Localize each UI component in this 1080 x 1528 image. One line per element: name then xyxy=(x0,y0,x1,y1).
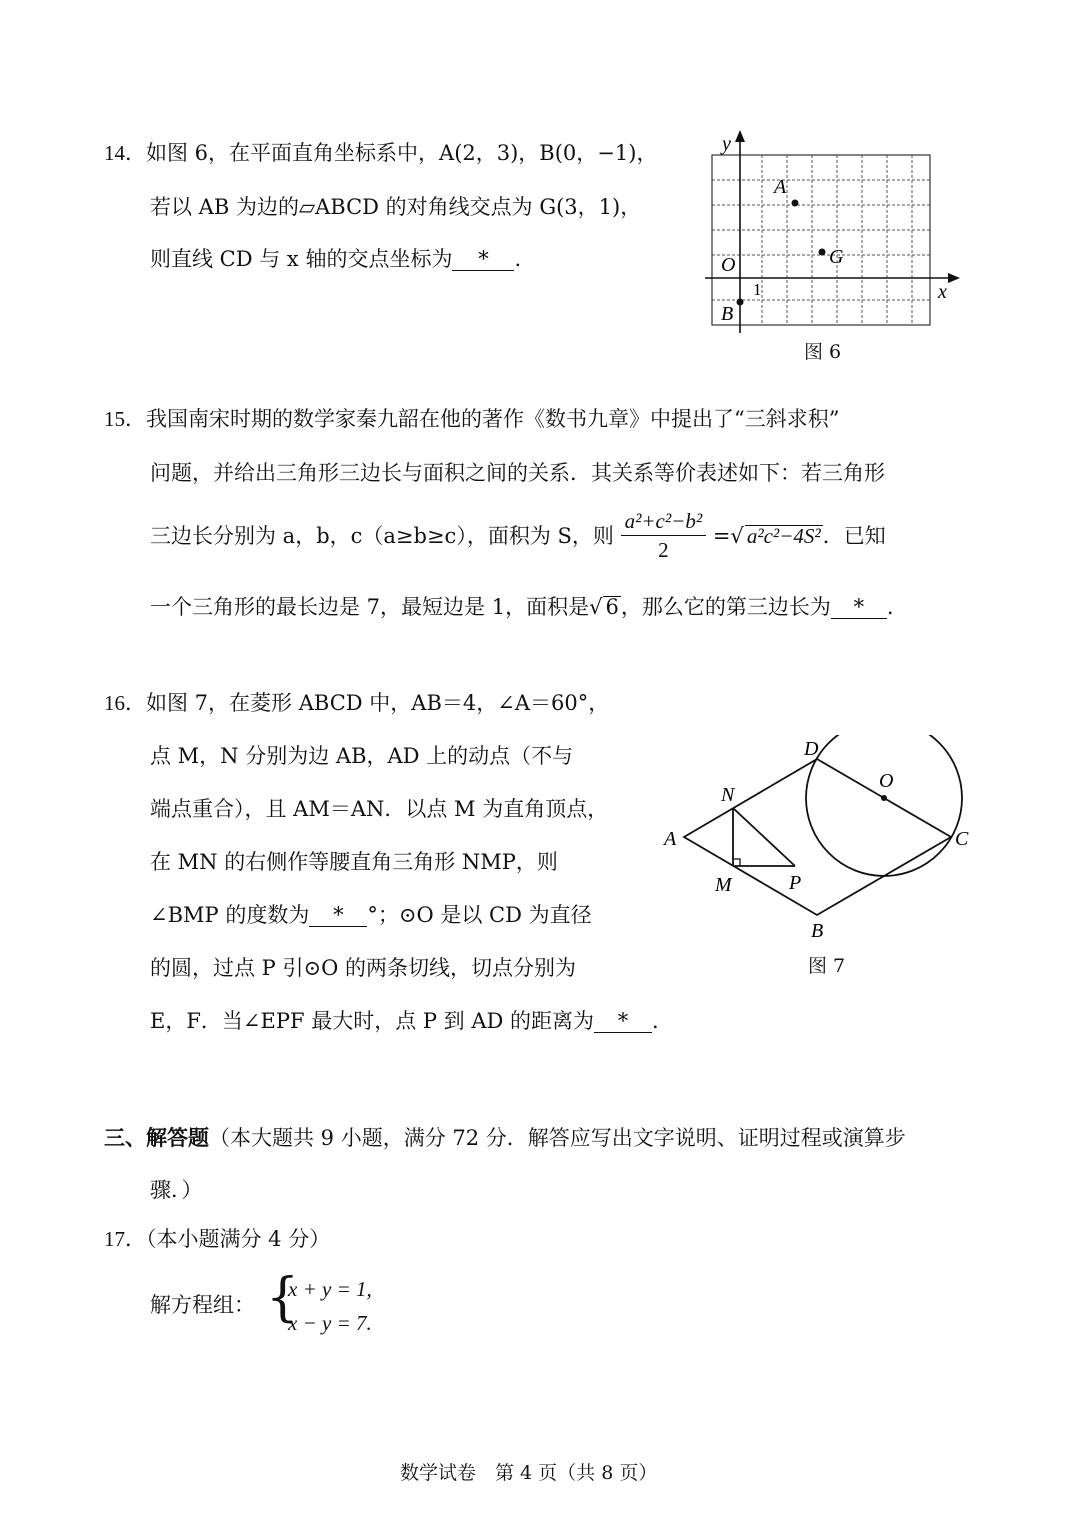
q17-score: （本小题满分 4 分） xyxy=(146,1227,331,1251)
label-B: B xyxy=(811,920,824,942)
section3-desc-2: 骤．） xyxy=(150,1178,203,1202)
q16-line7 xyxy=(150,1011,659,1033)
label-D: D xyxy=(804,738,819,760)
q14-text-1: 如图 6，在平面直角坐标系中，A(2，3)，B(0，−1)， xyxy=(146,141,658,165)
q16-number: 16． xyxy=(104,691,146,715)
q15-sqrt6: 6 xyxy=(605,595,619,619)
label-G: G xyxy=(829,246,844,268)
section3-title: 三、解答题 xyxy=(104,1125,209,1150)
section3-desc-1: （本大题共 9 小题，满分 72 分．解答应写出文字说明、证明过程或演算步 xyxy=(209,1126,906,1150)
label-P: P xyxy=(789,872,802,894)
q15-text-2: 问题，并给出三角形三边长与面积之间的关系．其关系等价表述如下：若三角形 xyxy=(150,461,885,485)
q16-text-3: 端点重合），且 AM＝AN．以点 M 为直角顶点， xyxy=(150,797,609,821)
right-angle-mark xyxy=(733,859,740,866)
q14-text-2: 若以 AB 为边的▱ABCD 的对角线交点为 G(3，1)， xyxy=(150,195,642,219)
q17-line1 xyxy=(104,1229,330,1250)
label-C: C xyxy=(955,828,969,850)
q15-answer-blank[interactable]: * xyxy=(831,597,887,619)
q15-text-3: 三边长分别为 a，b，c（a≥b≥c），面积为 S，则 xyxy=(150,523,614,548)
q15-period: . xyxy=(886,595,894,619)
q16-text-5: ∠BMP 的度数为 xyxy=(150,903,310,927)
q15-line3: 三边长分别为 a，b，c（a≥b≥c），面积为 S，则 $\frac{\text{a²+c²−b²}}{2}$ =√ a²c²−4S²．已知 xyxy=(150,509,886,562)
q16-line2 xyxy=(150,746,573,767)
q15-line1 xyxy=(104,409,839,430)
q15-number: 15． xyxy=(104,407,146,431)
section3-line2 xyxy=(150,1180,203,1201)
q14-number: 14． xyxy=(104,141,146,165)
q16-answer-blank-1[interactable]: * xyxy=(309,905,367,927)
q17-brace: { xyxy=(266,1268,300,1328)
q15-text-1: 我国南宋时期的数学家秦九韶在他的著作《数书九章》中提出了“三斜求积” xyxy=(146,407,840,431)
q15-text-4-mid: ，那么它的第三边长为 xyxy=(620,595,831,619)
q16-period: . xyxy=(652,1009,659,1033)
q15-formula-fraction xyxy=(621,511,707,561)
label-A: A xyxy=(774,176,787,198)
q17-prompt-text: 解方程组： xyxy=(150,1293,255,1317)
figure-6-caption: 图 6 xyxy=(804,341,842,363)
point-A xyxy=(792,200,799,207)
q16-line5 xyxy=(150,905,592,927)
label-B: B xyxy=(721,303,734,325)
x-axis-arrow xyxy=(948,273,960,283)
q14-line3 xyxy=(150,249,521,271)
q15-formula-equals: = xyxy=(712,523,731,548)
label-O: O xyxy=(721,254,736,276)
q14-text-3: 则直线 CD 与 x 轴的交点坐标为 xyxy=(150,247,453,271)
label-A: A xyxy=(664,828,677,850)
q14-answer-blank[interactable]: * xyxy=(452,249,514,271)
figure-7-rhombus-circle xyxy=(655,735,995,945)
section3-line1 xyxy=(104,1127,906,1149)
label-y: y xyxy=(722,133,731,155)
q16-text-6: 的圆，过点 P 引⊙O 的两条切线，切点分别为 xyxy=(150,956,576,980)
label-x: x xyxy=(938,281,947,303)
q17-prompt xyxy=(150,1295,255,1316)
q16-line4 xyxy=(150,852,558,873)
y-axis-arrow xyxy=(735,130,745,142)
point-B xyxy=(737,299,744,306)
q16-line6 xyxy=(150,958,576,979)
point-G xyxy=(819,249,826,256)
center-O xyxy=(881,795,887,801)
label-M: M xyxy=(715,874,732,896)
q16-text-7: E，F．当∠EPF 最大时，点 P 到 AD 的距离为 xyxy=(150,1009,595,1033)
q15-formula-numerator: a²+c²−b² xyxy=(621,511,707,536)
q16-text-4: 在 MN 的右侧作等腰直角三角形 NMP，则 xyxy=(150,850,558,874)
q15-formula-sqrt: a²c²−4S² xyxy=(746,524,821,548)
page-footer: 数学试卷 第 4 页（共 8 页） xyxy=(400,1462,658,1484)
q17-equation-1: x + y = 1, xyxy=(288,1277,372,1301)
label-one: 1 xyxy=(753,280,762,299)
q14-line1 xyxy=(104,143,657,164)
grid-lines xyxy=(712,155,930,325)
q14-line2 xyxy=(150,197,641,218)
q15-line2 xyxy=(150,463,885,484)
q15-line4: 一个三角形的最长边是 7，最短边是 1，面积是√ 6，那么它的第三边长为 * . xyxy=(150,595,894,619)
label-O: O xyxy=(879,770,894,792)
q16-text-1: 如图 7，在菱形 ABCD 中，AB＝4，∠A＝60°， xyxy=(146,691,610,715)
q15-formula-denominator: 2 xyxy=(658,538,669,562)
q15-text-4: 一个三角形的最长边是 7，最短边是 1，面积是 xyxy=(150,595,590,619)
segment-NP xyxy=(733,808,795,866)
q15-text-3-end: ．已知 xyxy=(822,523,886,548)
circle-O xyxy=(806,735,962,876)
q17-equation-2: x − y = 7. xyxy=(288,1311,372,1335)
figure-7-caption: 图 7 xyxy=(808,955,846,977)
q16-line1 xyxy=(104,693,609,714)
q16-line3 xyxy=(150,799,608,820)
q16-text-2: 点 M，N 分别为边 AB，AD 上的动点（不与 xyxy=(150,744,574,768)
label-N: N xyxy=(721,784,735,806)
q16-answer-blank-2[interactable]: * xyxy=(594,1011,652,1033)
q14-period: . xyxy=(514,247,522,271)
q17-number: 17． xyxy=(104,1227,146,1251)
figure-6-coordinate-grid xyxy=(700,128,970,338)
q16-text-5-end: °；⊙O 是以 CD 为直径 xyxy=(367,903,592,927)
